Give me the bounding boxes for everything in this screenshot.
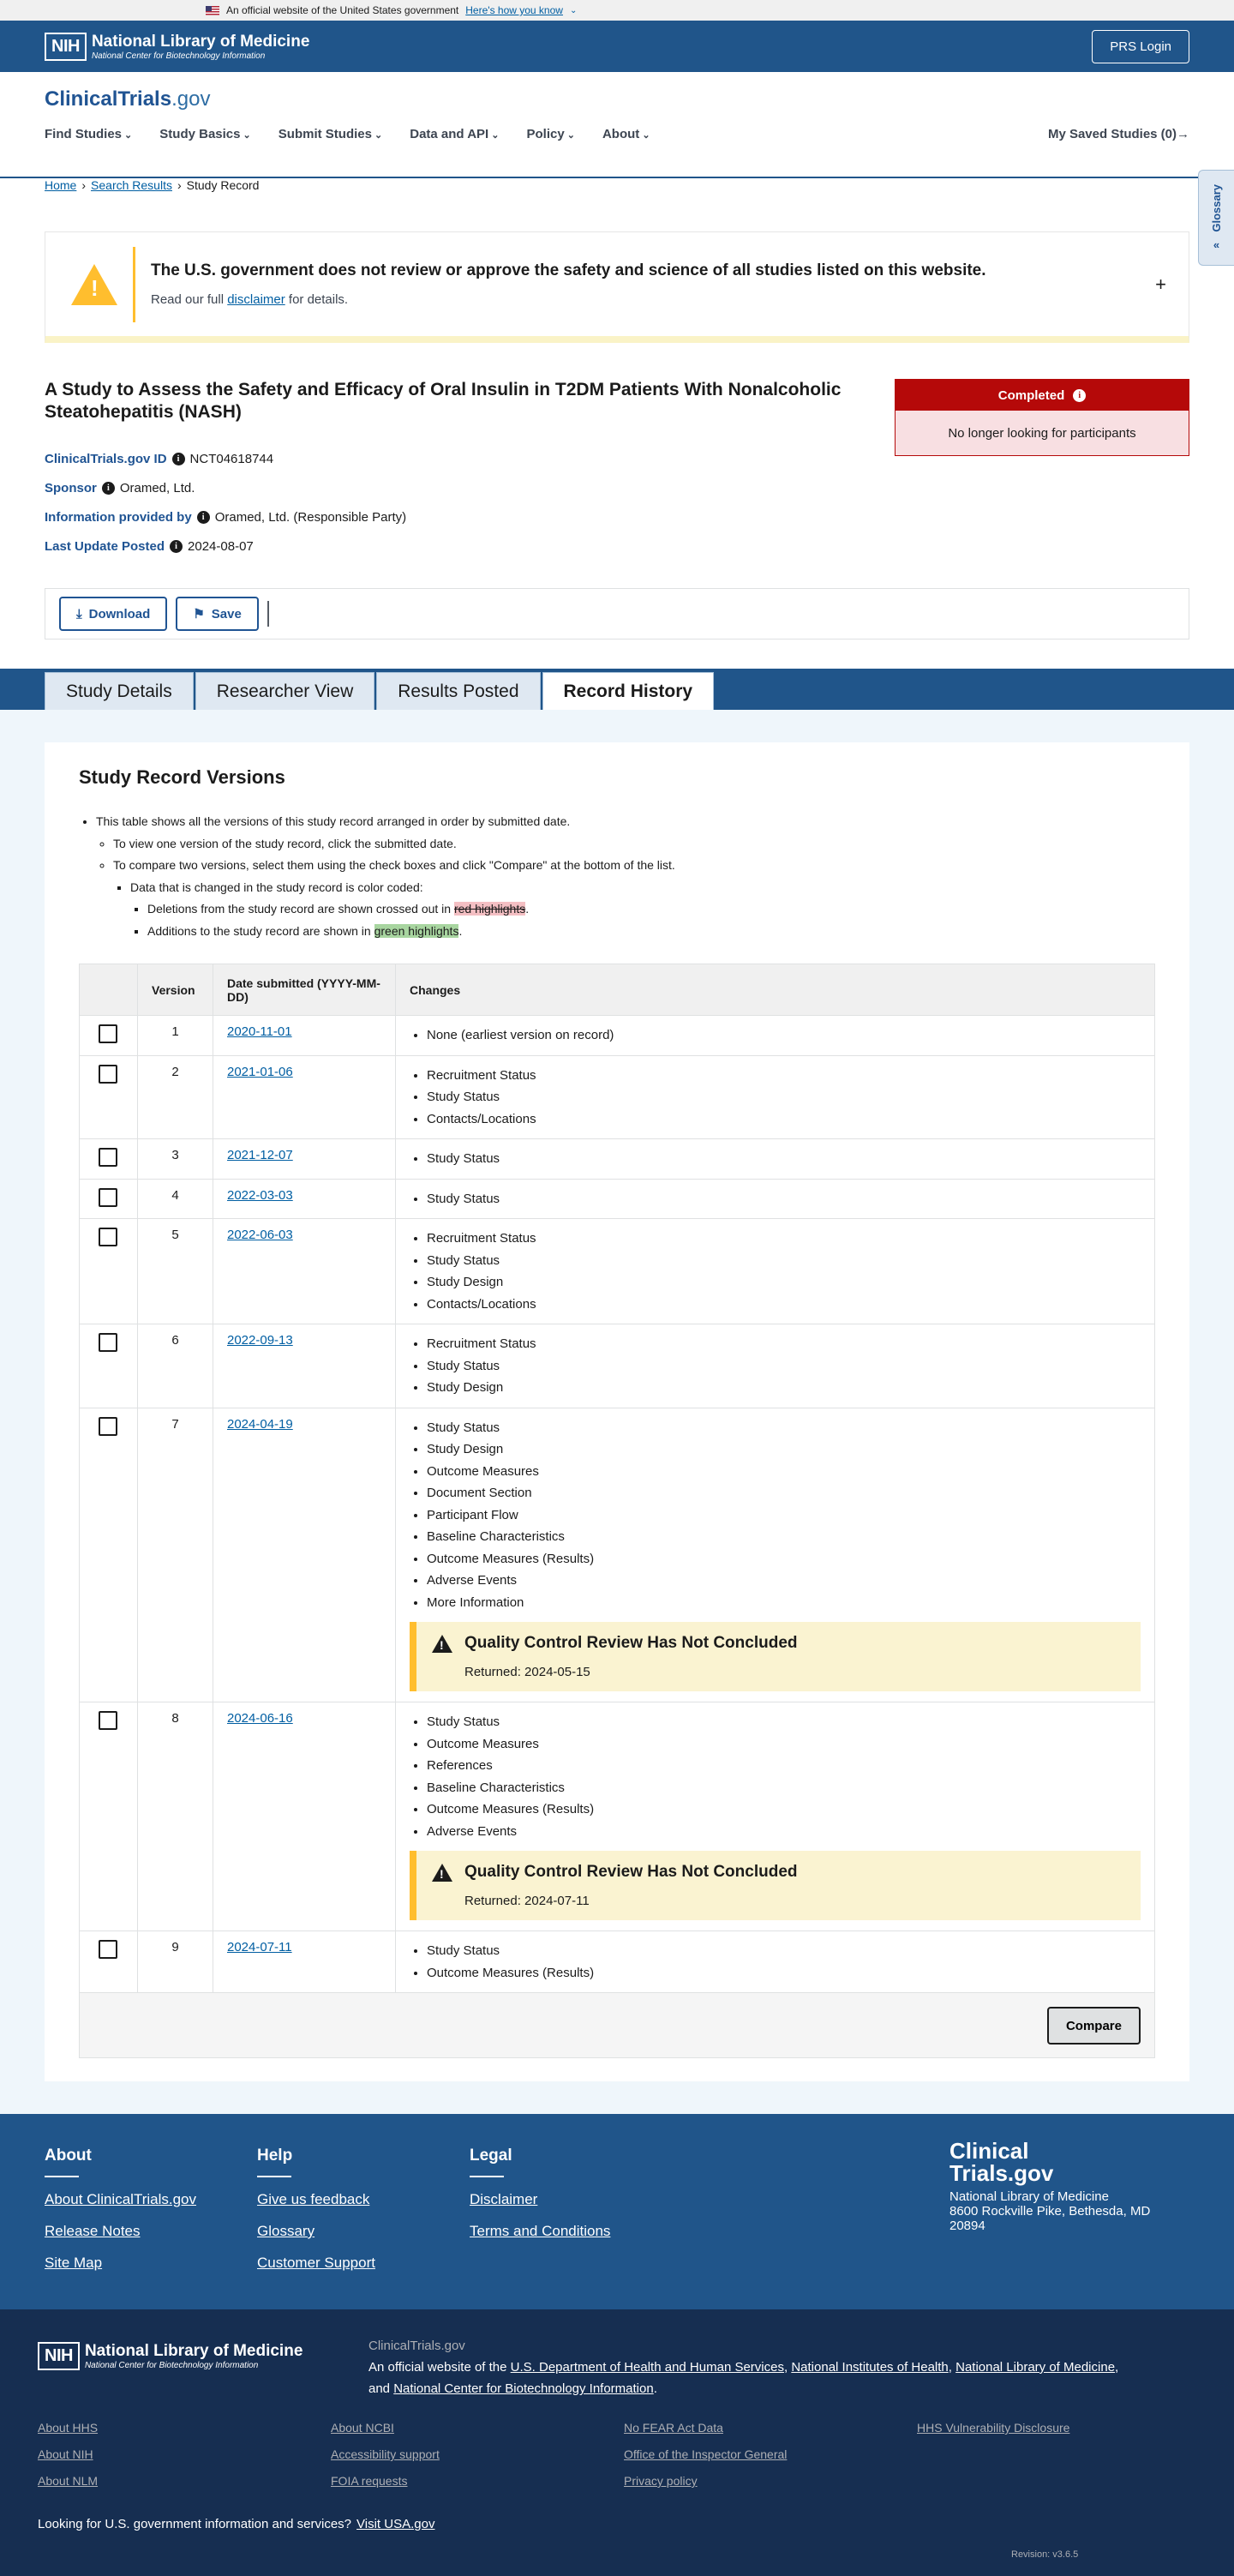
disclaimer-link[interactable]: disclaimer	[227, 292, 285, 307]
footer-top	[0, 2114, 1234, 2309]
version-checkbox[interactable]	[99, 1940, 117, 1959]
footer-link[interactable]: Give us feedback	[257, 2191, 370, 2207]
change-item: • Outcome Measures (Results)	[427, 1798, 1141, 1821]
footer-link[interactable]: Customer Support	[257, 2255, 375, 2271]
study-record-versions	[45, 742, 1189, 2081]
meta-sponsor: Sponsor i Oramed, Ltd.	[45, 480, 195, 495]
revision: Revision: v3.6.5	[1011, 2549, 1079, 2560]
version-date-link[interactable]: 2024-06-16	[227, 1711, 293, 1726]
study-meta	[45, 444, 406, 561]
table-row	[80, 1179, 1155, 1219]
change-item: • References	[427, 1755, 1141, 1777]
warning-icon: !	[432, 1635, 452, 1653]
change-item: • Adverse Events	[427, 1570, 1141, 1592]
versions-title: Study Record Versions	[79, 766, 285, 788]
change-item: • Outcome Measures (Results)	[427, 1962, 1141, 1985]
change-item: • Contacts/Locations	[427, 1108, 1141, 1131]
version-changes	[396, 1931, 1155, 1993]
how-you-know-link[interactable]: Here's how you know	[465, 4, 563, 16]
nih-bar	[0, 21, 1234, 72]
footer-link[interactable]: No FEAR Act Data	[624, 2421, 723, 2435]
change-item: • Study Status	[427, 1355, 1141, 1378]
download-icon: ⤓	[76, 606, 82, 621]
footer-link[interactable]: About ClinicalTrials.gov	[45, 2191, 196, 2207]
ncbi-subtitle: National Center for Biotechnology Information	[91, 51, 266, 61]
version-changes	[396, 1016, 1155, 1056]
change-item: • Document Section	[427, 1482, 1141, 1504]
tab-results-posted[interactable]: Results Posted	[376, 672, 540, 710]
nav-about[interactable]: About ⌄	[602, 127, 650, 141]
my-saved-studies-link[interactable]: My Saved Studies (0)→	[1047, 127, 1189, 141]
footer-link[interactable]: FOIA requests	[331, 2474, 408, 2488]
info-icon[interactable]: i	[172, 453, 185, 465]
footer-link[interactable]: About HHS	[38, 2421, 99, 2435]
disclaimer-text: Read our full disclaimer for details.	[151, 292, 349, 307]
version-changes	[396, 1408, 1155, 1702]
chevron-right-icon: ›	[81, 178, 87, 192]
expand-plus-icon[interactable]: +	[1155, 273, 1166, 295]
nlm-link[interactable]: National Library of Medicine	[955, 2360, 1116, 2375]
version-changes	[396, 1055, 1155, 1139]
table-row	[80, 1931, 1155, 1993]
tab-bar	[0, 669, 1234, 710]
info-icon[interactable]: i	[102, 482, 115, 495]
version-date-link[interactable]: 2022-09-13	[227, 1333, 293, 1348]
table-row	[80, 1324, 1155, 1408]
version-date-link[interactable]: 2022-03-03	[227, 1187, 293, 1203]
version-checkbox[interactable]	[99, 1417, 117, 1436]
meta-last-update: Last Update Posted i 2024-08-07	[45, 538, 254, 554]
breadcrumb-current: Study Record	[186, 178, 260, 192]
footer-nlm-logo[interactable]: NIH National Library of Medicine National Center for Biotechnology Information	[38, 2342, 303, 2370]
footer-link[interactable]: Terms and Conditions	[470, 2223, 611, 2239]
glossary-tab[interactable]	[1198, 170, 1234, 266]
nav-study-basics[interactable]: Study Basics ⌄	[159, 127, 251, 141]
change-item: • Outcome Measures	[427, 1461, 1141, 1483]
versions-instructions: • This table shows all the versions of this study record arranged in order by submitted date. ◦ To view one version of the study record, click the submitted date. ◦ To compare two versions, select them using the check boxes and click "Compare" at the bottom of the list. ▪ Data that is changed in the study record is color coded: ▪ Deletions from the study record are shown crossed out in red highlights. ▪ Additions to the study record are shown in green highlights.	[79, 811, 675, 942]
red-highlight-sample: red highlights	[453, 902, 526, 916]
footer-link[interactable]: About NIH	[38, 2447, 93, 2461]
us-flag-icon	[206, 6, 219, 15]
nav-submit-studies[interactable]: Submit Studies ⌄	[279, 127, 382, 141]
site-header	[0, 72, 1234, 178]
qc-alert	[410, 1622, 1141, 1691]
footer-link[interactable]: Disclaimer	[470, 2191, 538, 2207]
change-item: • Recruitment Status	[427, 1228, 1141, 1250]
footer-link[interactable]: Privacy policy	[624, 2474, 698, 2488]
change-item: • Study Status	[427, 1148, 1141, 1170]
version-changes	[396, 1702, 1155, 1931]
version-checkbox[interactable]	[99, 1711, 117, 1730]
footer-help: Help Give us feedback Glossary Customer Support	[257, 2147, 375, 2271]
nih-link[interactable]: National Institutes of Health	[791, 2360, 949, 2375]
change-item: • Study Design	[427, 1271, 1141, 1294]
footer-legal: Legal Disclaimer Terms and Conditions	[470, 2147, 611, 2239]
change-item: • Participant Flow	[427, 1504, 1141, 1527]
qc-returned: Returned: 2024-07-11	[464, 1894, 590, 1908]
footer-ct-logo[interactable]: Clinical Trials.gov	[949, 2138, 1054, 2186]
change-item: • None (earliest version on record)	[427, 1024, 1141, 1047]
change-item: • Study Status	[427, 1940, 1141, 1962]
green-highlight-sample: green highlights	[374, 923, 459, 938]
version-number: 3	[138, 1139, 213, 1180]
compare-button[interactable]: Compare	[1047, 2007, 1141, 2045]
version-number: 2	[138, 1055, 213, 1139]
version-number: 1	[138, 1016, 213, 1056]
nav-policy[interactable]: Policy ⌄	[527, 127, 575, 141]
version-date-link[interactable]: 2022-06-03	[227, 1228, 293, 1242]
study-title: A Study to Assess the Safety and Efficacy of Oral Insulin in T2DM Patients With Nonalcoholic Steatohepatitis (NASH)	[45, 380, 842, 423]
gov-banner	[0, 0, 1234, 21]
status-detail: No longer looking for participants	[896, 411, 1189, 455]
version-number: 6	[138, 1324, 213, 1408]
table-row	[80, 1016, 1155, 1056]
version-number: 5	[138, 1219, 213, 1324]
tab-study-details[interactable]: Study Details	[45, 672, 194, 710]
warning-icon: !	[432, 1864, 452, 1882]
change-item: • Study Status	[427, 1711, 1141, 1733]
footer-official-text: ClinicalTrials.gov An official website of the U.S. Department of Health and Human Services, National Institutes of Health, National Library of Medicine, and National Center for Biotechnology Information.	[368, 2339, 1119, 2396]
change-item: • More Information	[427, 1592, 1141, 1614]
info-icon[interactable]: i	[197, 511, 210, 524]
meta-nct-id: ClinicalTrials.gov ID i NCT04618744	[45, 451, 274, 466]
version-checkbox[interactable]	[99, 1188, 117, 1207]
change-item: • Adverse Events	[427, 1821, 1141, 1843]
change-item: • Outcome Measures	[427, 1733, 1141, 1756]
gov-banner-text: An official website of the United States government	[226, 4, 459, 16]
download-button[interactable]: ⤓ Download	[59, 597, 167, 631]
version-number: 9	[138, 1931, 213, 1993]
version-date-link[interactable]: 2020-11-01	[227, 1024, 292, 1039]
footer-link[interactable]: Site Map	[45, 2255, 103, 2271]
usa-gov-line: Looking for U.S. government information and services? Visit USA.gov	[38, 2517, 435, 2531]
usa-gov-link[interactable]: Visit USA.gov	[356, 2517, 435, 2531]
footer-link[interactable]: Office of the Inspector General	[624, 2447, 788, 2461]
footer-brand: Clinical Trials.gov National Library of Medicine 8600 Rockville Pike, Bethesda, MD 20894	[949, 2138, 1151, 2233]
version-checkbox[interactable]	[99, 1228, 117, 1246]
table-row	[80, 1139, 1155, 1180]
version-checkbox[interactable]	[99, 1024, 117, 1043]
breadcrumb	[45, 178, 259, 192]
version-number: 4	[138, 1179, 213, 1219]
qc-returned: Returned: 2024-05-15	[464, 1665, 590, 1679]
version-date-link[interactable]: 2024-04-19	[227, 1416, 293, 1432]
change-item: • Baseline Characteristics	[427, 1526, 1141, 1548]
col-version: Version	[138, 964, 213, 1016]
ncbi-link[interactable]: National Center for Biotechnology Information	[393, 2381, 654, 2396]
qc-alert	[410, 1851, 1141, 1920]
footer-link[interactable]: Release Notes	[45, 2223, 141, 2239]
version-checkbox[interactable]	[99, 1148, 117, 1167]
col-changes: Changes	[396, 964, 1155, 1016]
prs-login-button[interactable]: PRS Login	[1092, 30, 1189, 63]
footer-link[interactable]: Accessibility support	[331, 2447, 440, 2461]
change-item: • Study Status	[427, 1188, 1141, 1210]
col-date: Date submitted (YYYY-MM-DD)	[213, 964, 396, 1016]
change-item: • Study Status	[427, 1250, 1141, 1272]
table-row	[80, 1408, 1155, 1702]
nih-logo[interactable]	[45, 33, 309, 61]
versions-table	[79, 964, 1155, 2058]
version-date-link[interactable]: 2024-07-11	[227, 1940, 292, 1955]
clinicaltrials-logo[interactable]: ClinicalTrials.gov	[45, 87, 211, 111]
double-chevron-left-icon: «	[1213, 238, 1220, 252]
info-icon[interactable]: i	[170, 540, 183, 553]
info-icon[interactable]: i	[1073, 389, 1086, 402]
chevron-down-icon: ⌄	[569, 5, 578, 15]
change-item: • Recruitment Status	[427, 1065, 1141, 1087]
footer-link[interactable]: Glossary	[257, 2223, 315, 2239]
tab-record-history[interactable]: Record History	[542, 672, 715, 710]
version-checkbox[interactable]	[99, 1333, 117, 1352]
nih-logo-box: NIH	[45, 33, 87, 61]
change-item: • Study Status	[427, 1417, 1141, 1439]
breadcrumb-search-results[interactable]: Search Results	[91, 178, 172, 192]
meta-info-provided: Information provided by i Oramed, Ltd. (Responsible Party)	[45, 509, 407, 525]
status-box	[895, 379, 1189, 456]
change-item: • Outcome Measures (Results)	[427, 1548, 1141, 1570]
change-item: • Contacts/Locations	[427, 1294, 1141, 1316]
action-bar	[45, 588, 1189, 639]
version-checkbox[interactable]	[99, 1065, 117, 1084]
change-item: • Study Status	[427, 1086, 1141, 1108]
table-row	[80, 1219, 1155, 1324]
breadcrumb-home[interactable]: Home	[45, 178, 77, 192]
change-item: • Recruitment Status	[427, 1333, 1141, 1355]
status-badge: Completed	[997, 387, 1065, 403]
change-item: • Study Design	[427, 1438, 1141, 1461]
warning-icon: !	[71, 264, 117, 305]
nlm-title: National Library of Medicine	[91, 32, 310, 51]
disclaimer-banner	[45, 231, 1189, 343]
version-changes	[396, 1324, 1155, 1408]
tab-researcher-view[interactable]: Researcher View	[195, 672, 375, 710]
save-button[interactable]: ⚑ Save	[176, 597, 259, 631]
footer-link[interactable]: About NLM	[38, 2474, 99, 2488]
footer-link[interactable]: About NCBI	[331, 2421, 394, 2435]
version-date-link[interactable]: 2021-01-06	[227, 1064, 293, 1079]
nav-data-and-api[interactable]: Data and API ⌄	[410, 127, 499, 141]
footer-about: About About ClinicalTrials.gov Release Notes Site Map	[45, 2147, 196, 2271]
version-number: 8	[138, 1702, 213, 1931]
footer-link[interactable]: HHS Vulnerability Disclosure	[917, 2421, 1070, 2435]
change-item: • Baseline Characteristics	[427, 1777, 1141, 1799]
footer-bottom	[0, 2309, 1234, 2576]
version-date-link[interactable]: 2021-12-07	[227, 1148, 293, 1162]
nav-find-studies[interactable]: Find Studies ⌄	[45, 127, 132, 141]
version-changes	[396, 1219, 1155, 1324]
version-number: 7	[138, 1408, 213, 1702]
glossary-label: Glossary	[1210, 183, 1223, 232]
disclaimer-heading: The U.S. government does not review or approve the safety and science of all studies listed on this website.	[151, 261, 986, 279]
table-row	[80, 1702, 1155, 1931]
qc-heading: Quality Control Review Has Not Concluded	[464, 1634, 798, 1652]
chevron-right-icon: ›	[177, 178, 182, 192]
qc-heading: Quality Control Review Has Not Concluded	[464, 1863, 798, 1881]
version-changes	[396, 1139, 1155, 1180]
bookmark-icon: ⚑	[193, 607, 205, 621]
change-item: • Study Design	[427, 1377, 1141, 1399]
version-changes	[396, 1179, 1155, 1219]
table-row	[80, 1055, 1155, 1139]
hhs-link[interactable]: U.S. Department of Health and Human Services	[510, 2360, 784, 2375]
main-nav	[45, 127, 650, 141]
